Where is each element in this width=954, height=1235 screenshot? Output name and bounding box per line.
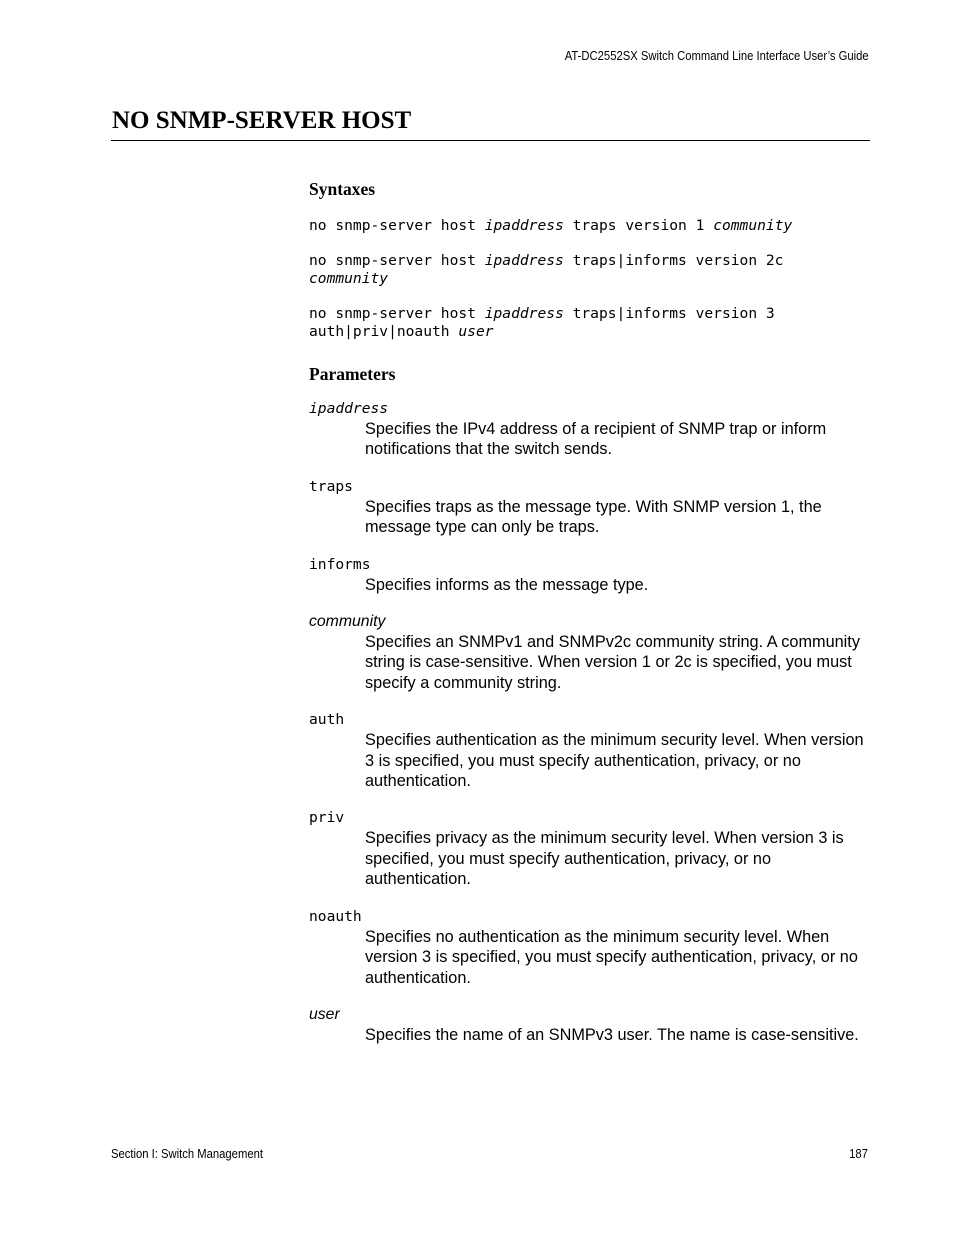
param-term-priv: priv: [309, 809, 345, 827]
param-desc-ipaddress: Specifies the IPv4 address of a recipient of SNMP trap or inform notifications that the switch sends.: [365, 420, 827, 459]
syntax-text: no snmp-server host: [309, 217, 485, 234]
param-desc-priv: Specifies privacy as the minimum security level. When version 3 is specified, you must specify authentication, privacy, or no authentication.: [365, 829, 844, 889]
syntax-arg: ipaddress: [484, 305, 564, 322]
syntax-text: traps|informs version 2c: [572, 252, 784, 269]
param-desc-community: Specifies an SNMPv1 and SNMPv2c community string. A community string is case-sensitive. When version 1 or 2c is specified, you must specify a community string.: [365, 633, 860, 692]
param-desc-noauth: Specifies no authentication as the minimum security level. When version 3 is specified, you must specify authentication, privacy, or no authentication.: [365, 927, 858, 987]
param-term-noauth: noauth: [309, 907, 362, 925]
param-desc-informs: Specifies informs as the message type.: [365, 575, 649, 594]
footer-page-number: 187: [849, 1147, 868, 1161]
running-header: AT-DC2552SX Switch Command Line Interface User’s Guide: [565, 49, 869, 63]
syntax-arg: community: [713, 217, 793, 234]
syntax-text: traps version 1: [563, 217, 714, 234]
param-desc-auth: Specifies authentication as the minimum security level. When version 3 is specified, you must specify authentication, privacy, or no authentication.: [365, 731, 864, 791]
param-term-user: user: [309, 1005, 340, 1023]
syntax-text: traps|informs version 3 auth|priv|noauth: [309, 305, 775, 340]
param-term-informs: informs: [309, 555, 371, 573]
param-term-ipaddress: ipaddress: [309, 400, 389, 417]
param-term-auth: auth: [309, 711, 345, 729]
syntax-line-3: [309, 305, 871, 341]
parameters-heading: Parameters: [309, 364, 396, 384]
title-rule: [111, 140, 870, 141]
syntax-arg: ipaddress: [484, 252, 564, 269]
syntaxes-heading: Syntaxes: [309, 179, 376, 199]
syntax-text: no snmp-server host: [309, 305, 485, 322]
page-title: NO SNMP-SERVER HOST: [112, 107, 412, 134]
param-desc-user: Specifies the name of an SNMPv3 user. The name is case-sensitive.: [365, 1025, 859, 1044]
param-desc-traps: Specifies traps as the message type. With SNMP version 1, the message type can only be traps.: [365, 497, 822, 537]
param-term-traps: traps: [309, 477, 353, 495]
content-body: [309, 178, 871, 1045]
syntax-text: no snmp-server host: [309, 252, 485, 269]
footer-section: Section I: Switch Management: [111, 1147, 263, 1161]
param-term-community: community: [309, 613, 386, 631]
syntax-arg: ipaddress: [484, 217, 564, 234]
syntax-arg: user: [458, 323, 494, 340]
syntax-line-1: [309, 217, 871, 235]
syntax-arg: community: [309, 270, 389, 287]
syntax-line-2: [309, 252, 871, 288]
